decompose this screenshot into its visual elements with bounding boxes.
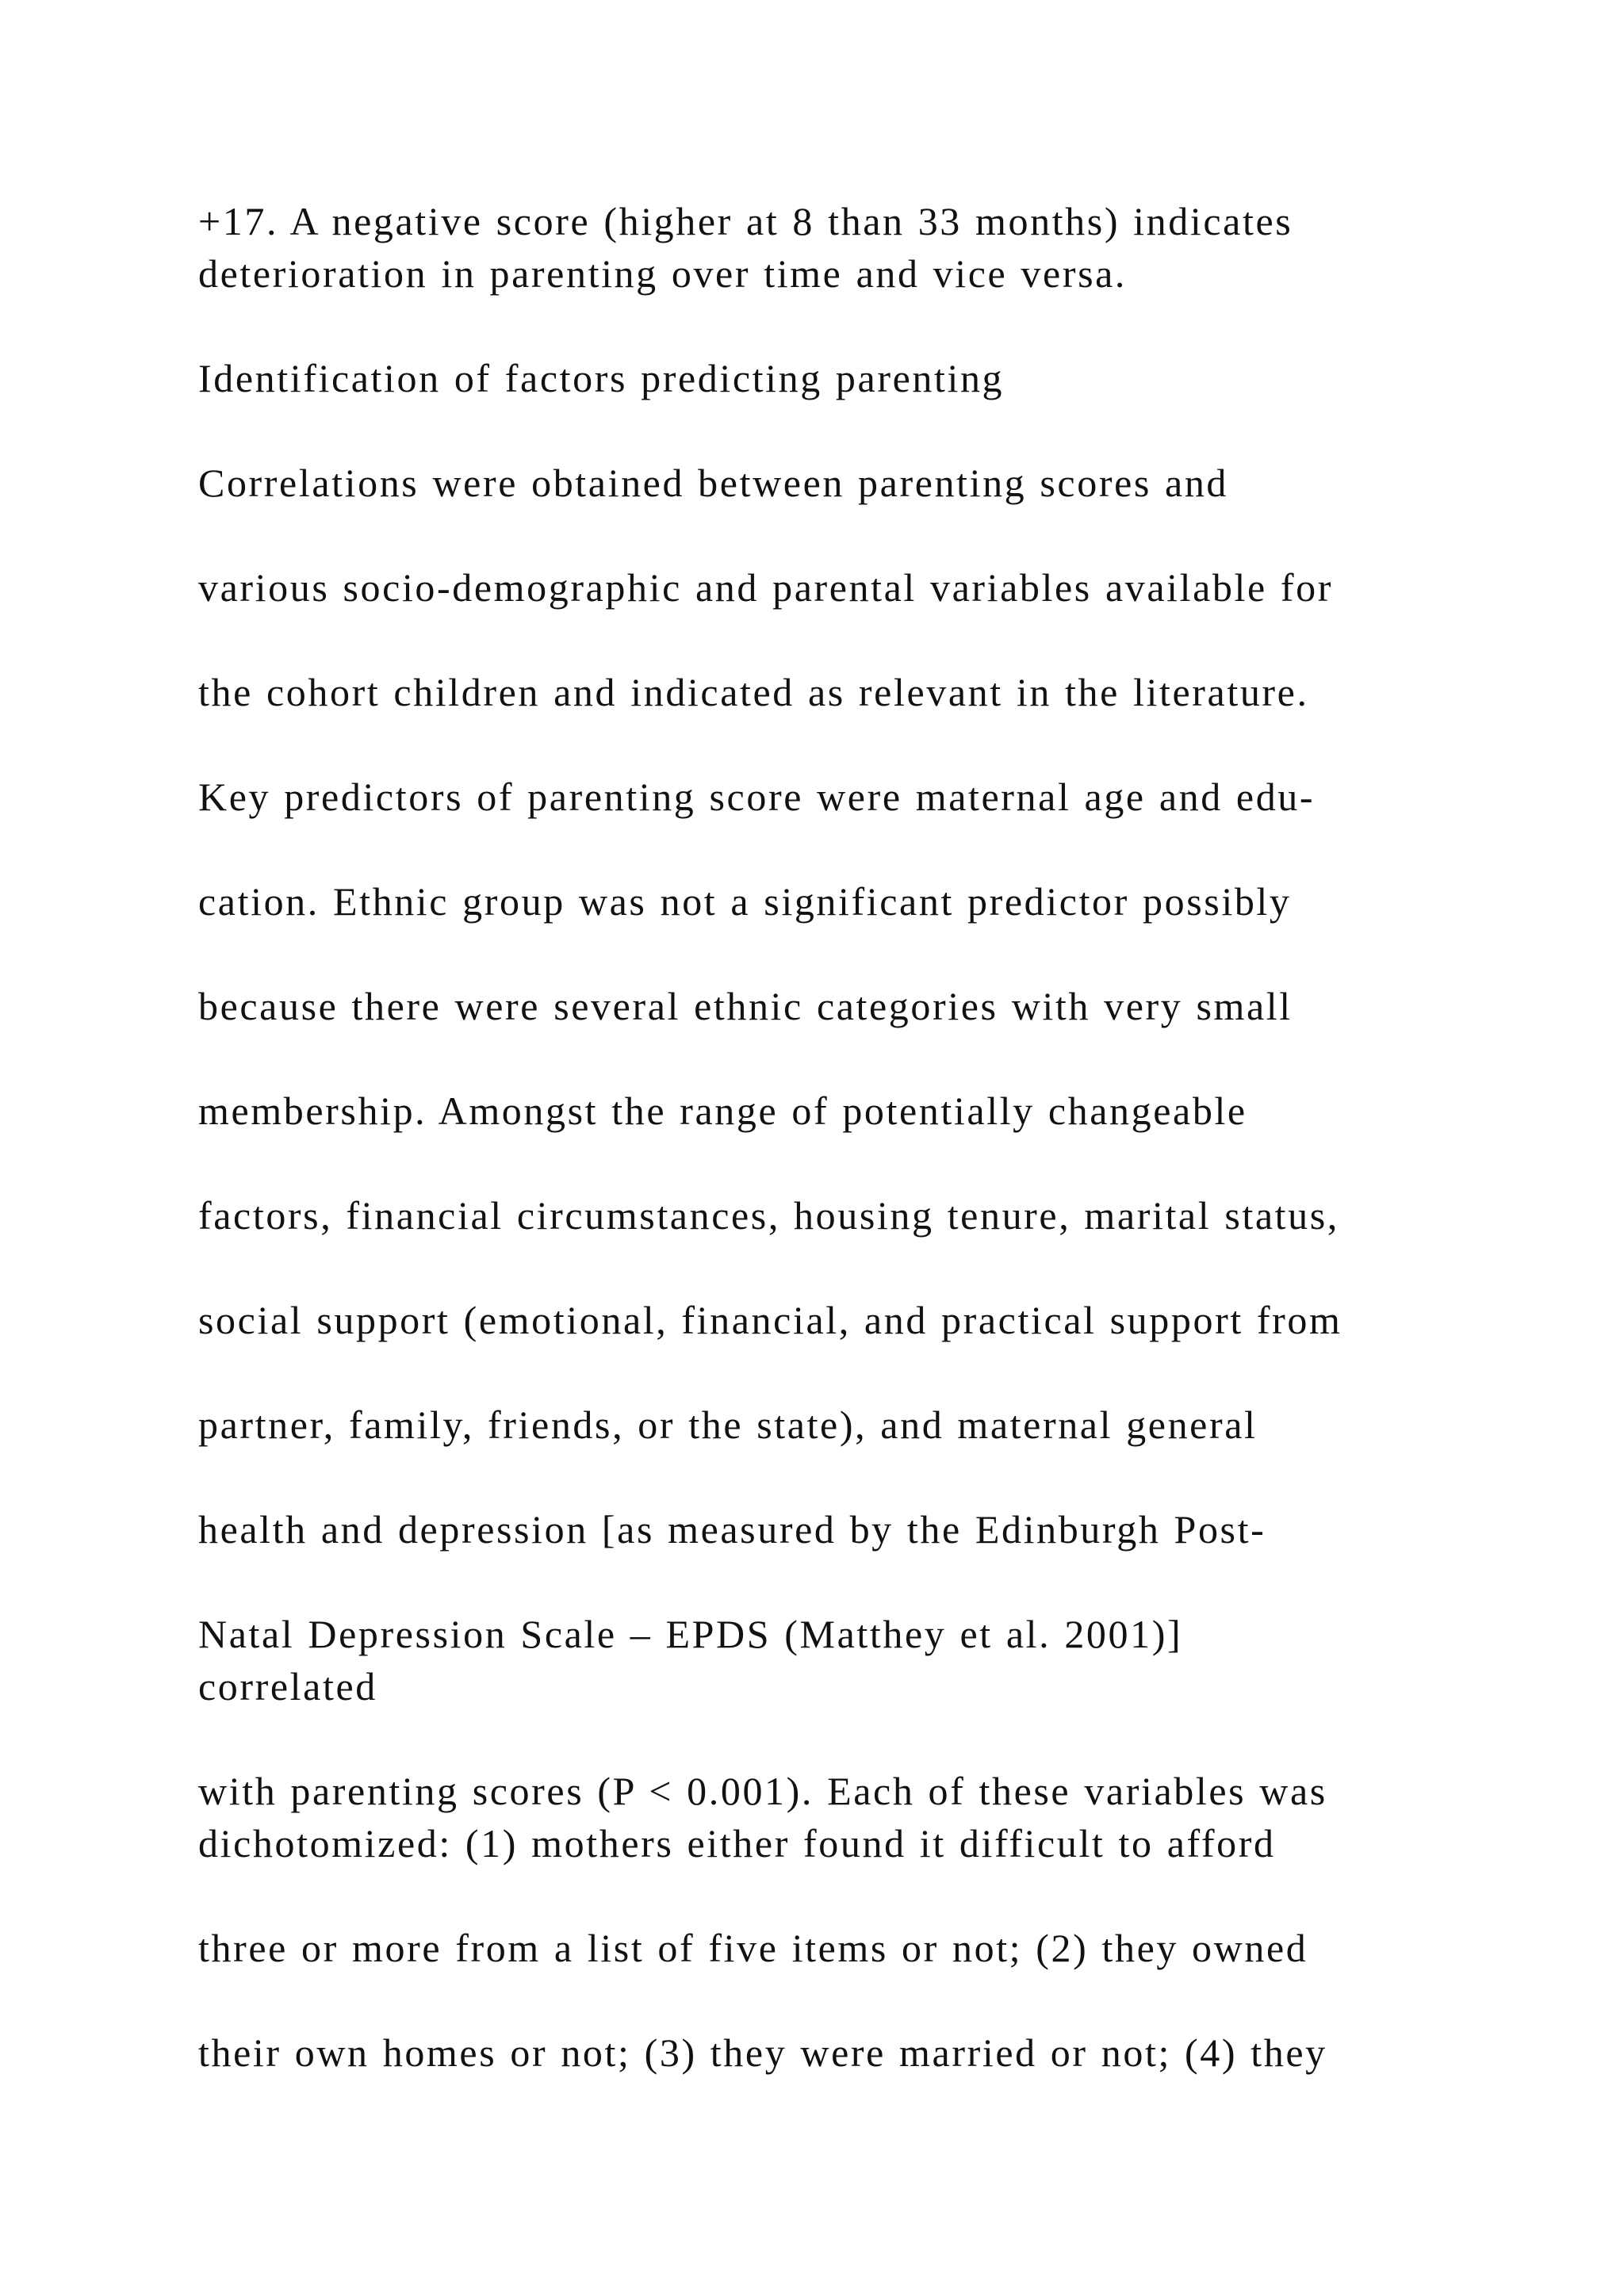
text-line: three or more from a list of five items or not; (2) they owned	[198, 1926, 1308, 1970]
text-line: correlated	[198, 1664, 377, 1709]
text-line: the cohort children and indicated as relevant in the literature.	[198, 670, 1309, 714]
text-line: membership. Amongst the range of potentially changeable	[198, 1089, 1247, 1133]
text-line: Correlations were obtained between parenting scores and	[198, 461, 1229, 505]
text-line: with parenting scores (P < 0.001). Each of these variables was	[198, 1769, 1327, 1813]
text-line: factors, financial circumstances, housing tenure, marital status,	[198, 1193, 1339, 1238]
text-line: partner, family, friends, or the state), and maternal general	[198, 1402, 1258, 1447]
text-line: Natal Depression Scale – EPDS (Matthey et al. 2001)]	[198, 1612, 1183, 1656]
text-line: various socio-demographic and parental variables available for	[198, 565, 1334, 610]
text-line: dichotomized: (1) mothers either found it difficult to afford	[198, 1821, 1276, 1866]
text-line: deterioration in parenting over time and vice versa.	[198, 251, 1128, 296]
text-line: because there were several ethnic categories with very small	[198, 984, 1293, 1028]
text-line: Key predictors of parenting score were maternal age and edu-	[198, 775, 1316, 819]
text-line: social support (emotional, financial, and practical support from	[198, 1298, 1342, 1342]
text-line: cation. Ethnic group was not a significant predictor possibly	[198, 879, 1292, 924]
text-line: their own homes or not; (3) they were married or not; (4) they	[198, 2030, 1327, 2075]
text-line: health and depression [as measured by the Edinburgh Post-	[198, 1507, 1266, 1552]
text-line: +17. A negative score (higher at 8 than 33 months) indicates	[198, 199, 1293, 243]
section-heading: Identification of factors predicting parenting	[198, 356, 1005, 400]
